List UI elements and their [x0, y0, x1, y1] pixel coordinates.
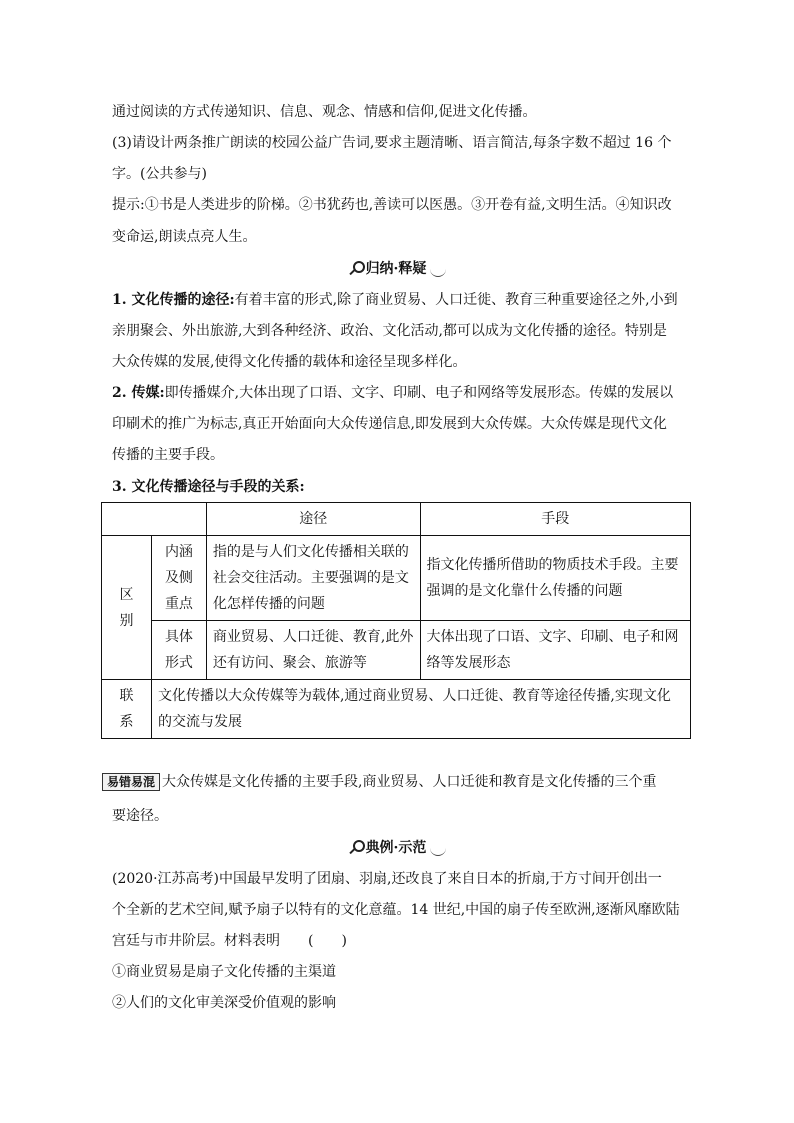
paragraph-line: 大众传媒的发展,使得文化传播的载体和途径呈现多样化。 — [112, 354, 467, 370]
mistake-note-line: 易错易混 大众传媒是文化传播的主要手段,商业贸易、人口迁徙和教育是文化传播的三个重 — [102, 772, 682, 792]
question-line: 字。(公共参与) — [112, 166, 207, 182]
paragraph-label: 2. 传媒: — [112, 385, 165, 401]
swirl-decoration-icon — [430, 266, 446, 277]
table-row-label-difference: 区别 — [102, 536, 152, 680]
section-heading-example — [0, 837, 794, 859]
table-cell-label: 具体形式 — [151, 621, 206, 680]
table-row-label-link: 联系 — [102, 680, 152, 739]
swirl-decoration-icon — [430, 845, 446, 856]
section-heading-text: 归纳·释疑 — [365, 261, 427, 277]
text-line: 通过阅读的方式传递知识、信息、观念、情感和信仰,促进文化传播。 — [112, 104, 537, 120]
paragraph-line: 印刷术的推广为标志,真正开始面向大众传递信息,即发展到大众传媒。大众传媒是现代文化 — [112, 416, 667, 432]
option-line: ①商业贸易是扇子文化传播的主渠道 — [112, 964, 336, 980]
option-line: ②人们的文化审美深受价值观的影响 — [112, 995, 336, 1011]
table-header-route: 途径 — [206, 503, 420, 536]
hint-line: 变命运,朗读点亮人生。 — [112, 229, 257, 245]
table-row — [102, 621, 691, 680]
example-line: 个全新的艺术空间,赋予扇子以特有的文化意蕴。14 世纪,中国的扇子传至欧洲,逐渐风靡欧陆 — [112, 902, 680, 918]
paragraph-line: 亲朋聚会、外出旅游,大到各种经济、政治、文化活动,都可以成为文化传播的途径。特别是 — [112, 323, 667, 339]
section-heading-summary — [0, 258, 794, 280]
section-heading-text: 典例·示范 — [365, 840, 427, 856]
table-row — [102, 503, 691, 536]
table-row — [102, 680, 691, 739]
paragraph-label: 3. 文化传播途径与手段的关系: — [112, 479, 305, 495]
table-cell: 指的是与人们文化传播相关联的社会交往活动。主要强调的是文化怎样传播的问题 — [206, 536, 420, 621]
paragraph-label: 1. 文化传播的途径: — [112, 292, 235, 308]
table-cell: 文化传播以大众传媒等为载体,通过商业贸易、人口迁徙、教育等途径传播,实现文化的交流与发展 — [151, 680, 690, 739]
magnifier-icon — [348, 839, 364, 855]
mistake-badge: 易错易混 — [102, 773, 160, 791]
example-line: 宫廷与市井阶层。材料表明 ( ) — [112, 933, 347, 949]
table-row — [102, 536, 691, 621]
table-cell-label: 内涵及侧重点 — [151, 536, 206, 621]
table-header-means: 手段 — [420, 503, 690, 536]
hint-line: 提示:①书是人类进步的阶梯。②书犹药也,善读可以医愚。③开卷有益,文明生活。④知识改 — [112, 197, 672, 213]
magnifier-icon — [348, 260, 364, 276]
relationship-table — [101, 502, 691, 739]
example-line: (2020·江苏高考)中国最早发明了团扇、羽扇,还改良了来自日本的折扇,于方寸间开创出一 — [112, 871, 662, 887]
paragraph-line: 2. 传媒:即传播媒介,大体出现了口语、文字、印刷、电子和网络等发展形态。传媒的发展以 — [112, 385, 674, 401]
table-cell: 商业贸易、人口迁徙、教育,此外还有访问、聚会、旅游等 — [206, 621, 420, 680]
paragraph-line: 传播的主要手段。 — [112, 447, 224, 463]
paragraph-line: 1. 文化传播的途径:有着丰富的形式,除了商业贸易、人口迁徙、教育三种重要途径之外,小到 — [112, 292, 678, 308]
mistake-note-line: 要途径。 — [112, 808, 168, 824]
table-cell: 指文化传播所借助的物质技术手段。主要强调的是文化靠什么传播的问题 — [420, 536, 690, 621]
question-line: (3)请设计两条推广朗读的校园公益广告词,要求主题清晰、语言简洁,每条字数不超过 16 个 — [112, 135, 672, 151]
table-cell: 大体出现了口语、文字、印刷、电子和网络等发展形态 — [420, 621, 690, 680]
